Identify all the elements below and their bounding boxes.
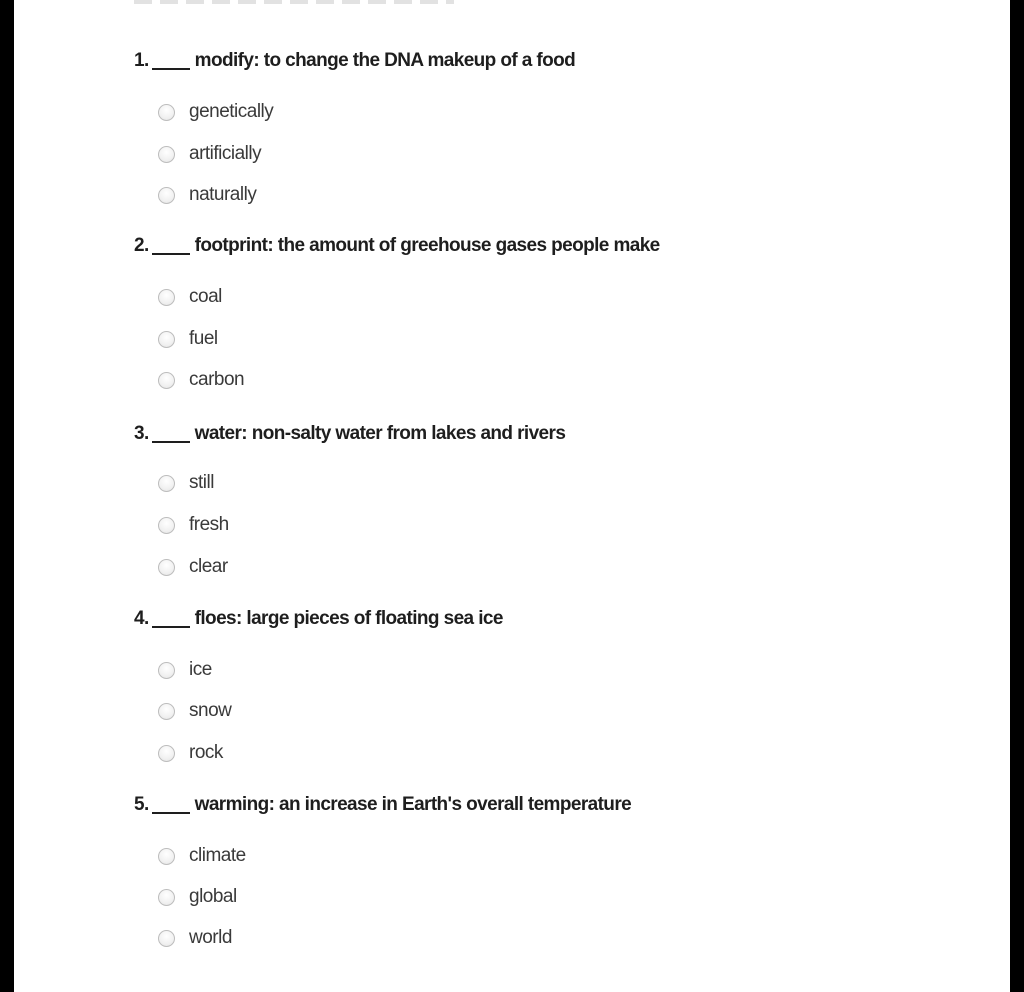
question-text: floes: large pieces of floating sea ice <box>194 608 503 629</box>
question-number: 1. <box>134 50 149 71</box>
option-label: genetically <box>189 101 274 122</box>
option-label: world <box>189 927 232 948</box>
option-label: clear <box>189 556 228 577</box>
radio-button[interactable] <box>158 930 175 947</box>
question-text: modify: to change the DNA makeup of a food <box>194 50 576 71</box>
question-text: water: non-salty water from lakes and rivers <box>194 423 566 444</box>
option-genetically[interactable] <box>158 97 273 127</box>
question-prompt <box>134 790 631 820</box>
question-prompt <box>134 231 660 261</box>
option-label: artificially <box>189 143 262 164</box>
question-text: warming: an increase in Earth's overall temperature <box>194 794 632 815</box>
option-label: climate <box>189 845 246 866</box>
option-artificially[interactable] <box>158 139 261 169</box>
option-label: ice <box>189 659 212 680</box>
question-prompt <box>134 419 565 449</box>
option-fuel[interactable] <box>158 324 218 354</box>
radio-button[interactable] <box>158 104 175 121</box>
cropped-header-text <box>134 0 454 4</box>
answer-blank <box>152 67 190 70</box>
option-label: coal <box>189 286 222 307</box>
option-label: snow <box>189 700 232 721</box>
radio-button[interactable] <box>158 848 175 865</box>
question-number: 4. <box>134 608 149 629</box>
option-label: still <box>189 472 214 493</box>
answer-blank <box>152 811 190 814</box>
option-carbon[interactable] <box>158 365 244 395</box>
option-label: global <box>189 886 237 907</box>
option-label: fuel <box>189 328 218 349</box>
option-label: carbon <box>189 369 245 390</box>
radio-button[interactable] <box>158 517 175 534</box>
radio-button[interactable] <box>158 703 175 720</box>
radio-button[interactable] <box>158 372 175 389</box>
answer-blank <box>152 252 190 255</box>
question-number: 3. <box>134 423 149 444</box>
question-prompt <box>134 46 575 76</box>
option-label: naturally <box>189 184 257 205</box>
option-ice[interactable] <box>158 655 212 685</box>
question-text: footprint: the amount of greehouse gases people make <box>194 235 660 256</box>
worksheet-page <box>14 0 1010 992</box>
answer-blank <box>152 440 190 443</box>
option-global[interactable] <box>158 882 237 912</box>
radio-button[interactable] <box>158 146 175 163</box>
radio-button[interactable] <box>158 289 175 306</box>
radio-button[interactable] <box>158 889 175 906</box>
answer-blank <box>152 625 190 628</box>
radio-button[interactable] <box>158 745 175 762</box>
option-coal[interactable] <box>158 282 222 312</box>
option-naturally[interactable] <box>158 180 256 210</box>
option-label: rock <box>189 742 223 763</box>
option-rock[interactable] <box>158 738 223 768</box>
option-label: fresh <box>189 514 229 535</box>
option-still[interactable] <box>158 468 214 498</box>
question-number: 5. <box>134 794 149 815</box>
radio-button[interactable] <box>158 187 175 204</box>
radio-button[interactable] <box>158 662 175 679</box>
option-snow[interactable] <box>158 696 231 726</box>
radio-button[interactable] <box>158 475 175 492</box>
radio-button[interactable] <box>158 559 175 576</box>
option-fresh[interactable] <box>158 510 229 540</box>
option-world[interactable] <box>158 923 232 953</box>
question-number: 2. <box>134 235 149 256</box>
radio-button[interactable] <box>158 331 175 348</box>
option-climate[interactable] <box>158 841 246 871</box>
question-prompt <box>134 604 503 634</box>
option-clear[interactable] <box>158 552 228 582</box>
